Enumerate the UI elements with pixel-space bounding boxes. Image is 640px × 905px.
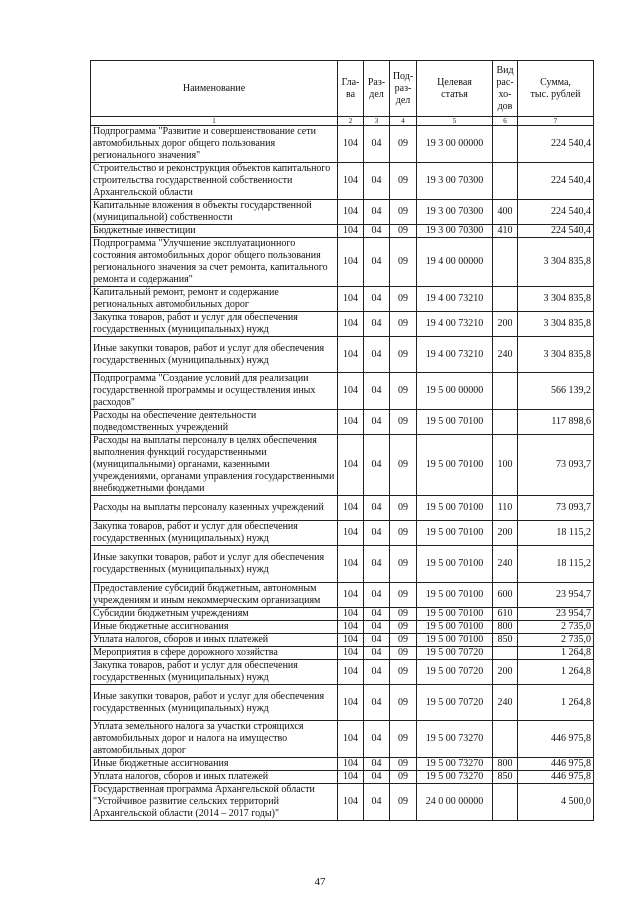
row-name: Мероприятия в сфере дорожного хозяйства: [91, 647, 338, 660]
row-section: 04: [364, 621, 390, 634]
table-row: [91, 634, 594, 647]
row-amount: 224 540,4: [518, 126, 594, 163]
row-exp-type: [493, 721, 518, 758]
row-section: 04: [364, 721, 390, 758]
row-chapter: 104: [338, 238, 364, 287]
row-subsection: 09: [390, 496, 417, 521]
row-subsection: 09: [390, 521, 417, 546]
row-exp-type: [493, 287, 518, 312]
row-exp-type: 240: [493, 337, 518, 373]
row-exp-type: 200: [493, 312, 518, 337]
row-target: 19 5 00 70100: [417, 410, 493, 435]
budget-table: [90, 60, 594, 821]
column-number: 5: [417, 117, 493, 126]
row-chapter: 104: [338, 660, 364, 685]
header-section: Раз- дел: [364, 61, 390, 117]
row-amount: 18 115,2: [518, 546, 594, 583]
row-subsection: 09: [390, 583, 417, 608]
table-row: [91, 583, 594, 608]
table-row: [91, 521, 594, 546]
row-section: 04: [364, 784, 390, 821]
row-name: Субсидии бюджетным учреждениям: [91, 608, 338, 621]
table-row: [91, 200, 594, 225]
table-row: [91, 163, 594, 200]
row-name: Бюджетные инвестиции: [91, 225, 338, 238]
row-exp-type: 200: [493, 660, 518, 685]
table-row: [91, 337, 594, 373]
row-subsection: 09: [390, 312, 417, 337]
row-amount: 446 975,8: [518, 721, 594, 758]
row-amount: 3 304 835,8: [518, 337, 594, 373]
header-chapter: Гла- ва: [338, 61, 364, 117]
row-exp-type: 600: [493, 583, 518, 608]
row-target: 19 4 00 73210: [417, 337, 493, 373]
row-name: Капитальные вложения в объекты государственной (муниципальной) собственности: [91, 200, 338, 225]
row-name: Строительство и реконструкция объектов капитального строительства государственной собственности Архангельской области: [91, 163, 338, 200]
row-target: 19 5 00 73270: [417, 758, 493, 771]
row-amount: 73 093,7: [518, 435, 594, 496]
row-name: Уплата налогов, сборов и иных платежей: [91, 771, 338, 784]
row-chapter: 104: [338, 337, 364, 373]
row-name: Подпрограмма "Развитие и совершенствование сети автомобильных дорог общего пользования регионального значения": [91, 126, 338, 163]
row-subsection: 09: [390, 126, 417, 163]
row-section: 04: [364, 337, 390, 373]
row-amount: 23 954,7: [518, 608, 594, 621]
row-chapter: 104: [338, 521, 364, 546]
row-exp-type: 800: [493, 758, 518, 771]
row-subsection: 09: [390, 238, 417, 287]
row-subsection: 09: [390, 758, 417, 771]
row-amount: 3 304 835,8: [518, 312, 594, 337]
row-section: 04: [364, 634, 390, 647]
row-exp-type: [493, 784, 518, 821]
column-number: 2: [338, 117, 364, 126]
table-row: [91, 647, 594, 660]
row-target: 24 0 00 00000: [417, 784, 493, 821]
row-exp-type: 400: [493, 200, 518, 225]
row-section: 04: [364, 608, 390, 621]
row-chapter: 104: [338, 784, 364, 821]
row-exp-type: [493, 410, 518, 435]
row-name: Иные закупки товаров, работ и услуг для обеспечения государственных (муниципальных) нужд: [91, 685, 338, 721]
table-row: [91, 496, 594, 521]
row-subsection: 09: [390, 621, 417, 634]
row-name: Уплата налогов, сборов и иных платежей: [91, 634, 338, 647]
row-chapter: 104: [338, 758, 364, 771]
row-subsection: 09: [390, 608, 417, 621]
row-exp-type: [493, 647, 518, 660]
row-subsection: 09: [390, 410, 417, 435]
row-target: 19 3 00 00000: [417, 126, 493, 163]
row-name: Капитальный ремонт, ремонт и содержание региональных автомобильных дорог: [91, 287, 338, 312]
row-target: 19 5 00 73270: [417, 771, 493, 784]
row-amount: 73 093,7: [518, 496, 594, 521]
row-target: 19 5 00 70100: [417, 496, 493, 521]
row-exp-type: [493, 126, 518, 163]
row-exp-type: 850: [493, 771, 518, 784]
row-target: 19 5 00 70720: [417, 647, 493, 660]
row-amount: 224 540,4: [518, 163, 594, 200]
row-subsection: 09: [390, 784, 417, 821]
row-section: 04: [364, 287, 390, 312]
row-section: 04: [364, 410, 390, 435]
row-name: Иные закупки товаров, работ и услуг для обеспечения государственных (муниципальных) нужд: [91, 337, 338, 373]
row-subsection: 09: [390, 163, 417, 200]
row-section: 04: [364, 163, 390, 200]
header-row: [91, 61, 594, 117]
row-section: 04: [364, 660, 390, 685]
page-number: 47: [314, 876, 326, 888]
row-amount: 2 735,0: [518, 621, 594, 634]
row-target: 19 5 00 00000: [417, 373, 493, 410]
row-target: 19 5 00 70100: [417, 583, 493, 608]
row-target: 19 3 00 70300: [417, 200, 493, 225]
table-row: [91, 771, 594, 784]
header-exp-type: Вид рас- хо- дов: [493, 61, 518, 117]
row-amount: 566 139,2: [518, 373, 594, 410]
row-chapter: 104: [338, 685, 364, 721]
table-row: [91, 410, 594, 435]
row-chapter: 104: [338, 634, 364, 647]
table-row: [91, 721, 594, 758]
row-chapter: 104: [338, 287, 364, 312]
row-name: Иные бюджетные ассигнования: [91, 758, 338, 771]
row-section: 04: [364, 521, 390, 546]
row-chapter: 104: [338, 410, 364, 435]
row-section: 04: [364, 238, 390, 287]
row-amount: 1 264,8: [518, 685, 594, 721]
row-section: 04: [364, 771, 390, 784]
row-section: 04: [364, 126, 390, 163]
row-amount: 3 304 835,8: [518, 238, 594, 287]
table-row: [91, 126, 594, 163]
row-name: Иные закупки товаров, работ и услуг для обеспечения государственных (муниципальных) нужд: [91, 546, 338, 583]
row-exp-type: 610: [493, 608, 518, 621]
header-amount: Сумма, тыс. рублей: [518, 61, 594, 117]
row-amount: 23 954,7: [518, 583, 594, 608]
table-body: [91, 126, 594, 821]
row-chapter: 104: [338, 721, 364, 758]
row-target: 19 5 00 70100: [417, 621, 493, 634]
row-chapter: 104: [338, 163, 364, 200]
row-subsection: 09: [390, 546, 417, 583]
row-target: 19 4 00 00000: [417, 238, 493, 287]
row-section: 04: [364, 435, 390, 496]
row-subsection: 09: [390, 721, 417, 758]
row-exp-type: [493, 163, 518, 200]
row-chapter: 104: [338, 200, 364, 225]
row-subsection: 09: [390, 373, 417, 410]
row-section: 04: [364, 647, 390, 660]
row-amount: 1 264,8: [518, 660, 594, 685]
row-exp-type: [493, 238, 518, 287]
row-section: 04: [364, 373, 390, 410]
row-target: 19 3 00 70300: [417, 225, 493, 238]
column-number: 4: [390, 117, 417, 126]
row-chapter: 104: [338, 312, 364, 337]
row-amount: 446 975,8: [518, 771, 594, 784]
table-row: [91, 225, 594, 238]
table-row: [91, 685, 594, 721]
row-subsection: 09: [390, 685, 417, 721]
header-subsection: Под- раз- дел: [390, 61, 417, 117]
row-name: Расходы на обеспечение деятельности подведомственных учреждений: [91, 410, 338, 435]
table-row: [91, 784, 594, 821]
table-row: [91, 758, 594, 771]
row-amount: 224 540,4: [518, 200, 594, 225]
row-section: 04: [364, 685, 390, 721]
row-exp-type: 240: [493, 685, 518, 721]
row-target: 19 5 00 70100: [417, 435, 493, 496]
column-number: 3: [364, 117, 390, 126]
row-amount: 18 115,2: [518, 521, 594, 546]
row-name: Закупка товаров, работ и услуг для обеспечения государственных (муниципальных) нужд: [91, 312, 338, 337]
row-target: 19 5 00 70100: [417, 608, 493, 621]
row-section: 04: [364, 200, 390, 225]
row-subsection: 09: [390, 660, 417, 685]
column-number-row: [91, 117, 594, 126]
row-chapter: 104: [338, 435, 364, 496]
table-row: [91, 435, 594, 496]
table-row: [91, 238, 594, 287]
row-chapter: 104: [338, 583, 364, 608]
row-target: 19 3 00 70300: [417, 163, 493, 200]
row-amount: 3 304 835,8: [518, 287, 594, 312]
row-name: Иные бюджетные ассигнования: [91, 621, 338, 634]
row-amount: 446 975,8: [518, 758, 594, 771]
row-exp-type: 110: [493, 496, 518, 521]
header-target: Целевая статья: [417, 61, 493, 117]
row-exp-type: 240: [493, 546, 518, 583]
row-target: 19 5 00 70720: [417, 660, 493, 685]
table-row: [91, 287, 594, 312]
row-exp-type: 800: [493, 621, 518, 634]
row-amount: 224 540,4: [518, 225, 594, 238]
row-target: 19 5 00 70100: [417, 546, 493, 583]
row-section: 04: [364, 583, 390, 608]
row-amount: 117 898,6: [518, 410, 594, 435]
row-chapter: 104: [338, 546, 364, 583]
column-number: 1: [91, 117, 338, 126]
row-target: 19 5 00 70720: [417, 685, 493, 721]
row-subsection: 09: [390, 647, 417, 660]
table-row: [91, 660, 594, 685]
row-chapter: 104: [338, 608, 364, 621]
row-subsection: 09: [390, 771, 417, 784]
row-section: 04: [364, 312, 390, 337]
table-row: [91, 546, 594, 583]
row-name: Предоставление субсидий бюджетным, автономным учреждениям и иным некоммерческим организациям: [91, 583, 338, 608]
row-subsection: 09: [390, 200, 417, 225]
row-name: Подпрограмма "Создание условий для реализации государственной программы и осуществления иных расходов": [91, 373, 338, 410]
row-chapter: 104: [338, 225, 364, 238]
header-name: Наименование: [91, 61, 338, 117]
row-exp-type: [493, 373, 518, 410]
row-subsection: 09: [390, 435, 417, 496]
row-name: Подпрограмма "Улучшение эксплуатационного состояния автомобильных дорог общего пользования регионального значения за счет ремонта, капитального ремонта и содержания": [91, 238, 338, 287]
row-subsection: 09: [390, 337, 417, 373]
table-row: [91, 621, 594, 634]
column-number: 7: [518, 117, 594, 126]
row-chapter: 104: [338, 647, 364, 660]
table-row: [91, 312, 594, 337]
row-section: 04: [364, 758, 390, 771]
row-name: Уплата земельного налога за участки строящихся автомобильных дорог и налога на имущество автомобильных дорог: [91, 721, 338, 758]
row-name: Государственная программа Архангельской области "Устойчивое развитие сельских территорий Архангельской области (2014 – 2017 годы)": [91, 784, 338, 821]
row-target: 19 5 00 70100: [417, 521, 493, 546]
row-name: Расходы на выплаты персоналу казенных учреждений: [91, 496, 338, 521]
row-section: 04: [364, 546, 390, 583]
row-target: 19 4 00 73210: [417, 287, 493, 312]
row-subsection: 09: [390, 225, 417, 238]
row-amount: 2 735,0: [518, 634, 594, 647]
table-row: [91, 373, 594, 410]
row-exp-type: 200: [493, 521, 518, 546]
row-chapter: 104: [338, 373, 364, 410]
row-amount: 4 500,0: [518, 784, 594, 821]
row-subsection: 09: [390, 634, 417, 647]
row-subsection: 09: [390, 287, 417, 312]
row-section: 04: [364, 496, 390, 521]
row-name: Закупка товаров, работ и услуг для обеспечения государственных (муниципальных) нужд: [91, 660, 338, 685]
row-name: Закупка товаров, работ и услуг для обеспечения государственных (муниципальных) нужд: [91, 521, 338, 546]
row-chapter: 104: [338, 496, 364, 521]
row-exp-type: 410: [493, 225, 518, 238]
row-section: 04: [364, 225, 390, 238]
row-exp-type: 100: [493, 435, 518, 496]
row-target: 19 4 00 73210: [417, 312, 493, 337]
row-target: 19 5 00 73270: [417, 721, 493, 758]
column-number: 6: [493, 117, 518, 126]
row-chapter: 104: [338, 126, 364, 163]
row-target: 19 5 00 70100: [417, 634, 493, 647]
row-name: Расходы на выплаты персоналу в целях обеспечения выполнения функций государственными (муниципальными) органами, казенными учреждениями, органами управления государственными внебюджетными фондами: [91, 435, 338, 496]
row-amount: 1 264,8: [518, 647, 594, 660]
table-row: [91, 608, 594, 621]
row-chapter: 104: [338, 771, 364, 784]
row-exp-type: 850: [493, 634, 518, 647]
row-chapter: 104: [338, 621, 364, 634]
